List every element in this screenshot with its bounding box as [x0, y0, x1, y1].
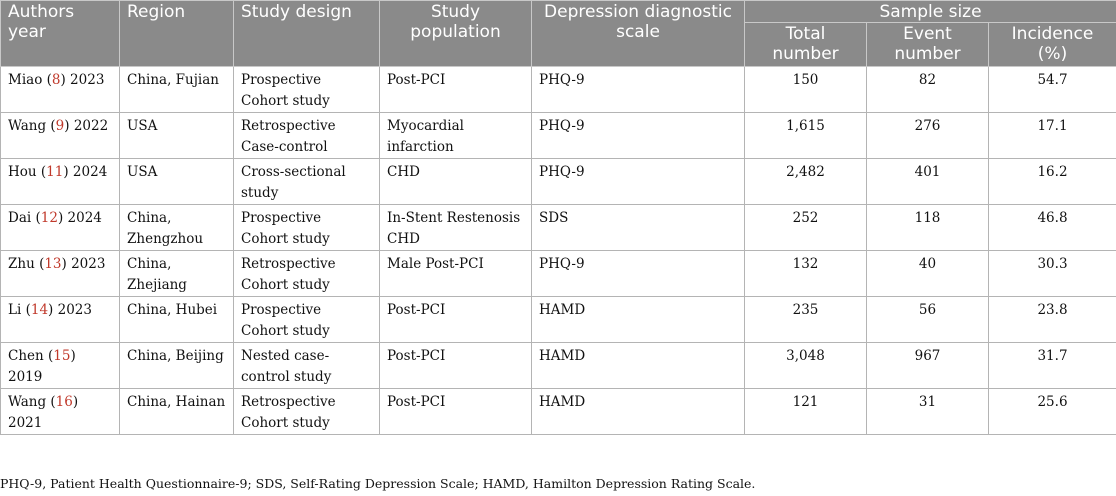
cell-diagnostic-scale: HAMD	[532, 297, 745, 343]
study-year: 2022	[73, 118, 109, 134]
cell-region: China, Zhejiang	[120, 251, 234, 297]
cell-study-design: Retrospective Case-control	[234, 113, 380, 159]
cell-event-number: 56	[867, 297, 989, 343]
cell-author-year: Wang (16) 2021	[1, 389, 120, 435]
cell-diagnostic-scale: PHQ-9	[532, 113, 745, 159]
table-row	[1, 67, 1116, 113]
cell-region: China, Zhengzhou	[120, 205, 234, 251]
cell-study-population: Male Post-PCI	[380, 251, 532, 297]
cell-diagnostic-scale: PHQ-9	[532, 251, 745, 297]
reference-link[interactable]: 16	[55, 394, 73, 410]
table-body	[1, 67, 1116, 435]
col-header-incidence: Incidence (%)	[989, 23, 1116, 67]
reference-link[interactable]: 14	[30, 302, 49, 318]
author-name: Wang	[8, 118, 47, 134]
cell-study-population: Post-PCI	[380, 343, 532, 389]
cell-incidence: 46.8	[989, 205, 1116, 251]
reference-link[interactable]: 15	[53, 348, 71, 364]
cell-event-number: 31	[867, 389, 989, 435]
cell-total-number: 252	[745, 205, 867, 251]
table-row	[1, 389, 1116, 435]
cell-event-number: 118	[867, 205, 989, 251]
study-year: 2024	[67, 210, 102, 226]
cell-incidence: 25.6	[989, 389, 1116, 435]
cell-total-number: 132	[745, 251, 867, 297]
cell-study-design: Prospective Cohort study	[234, 67, 380, 113]
cell-event-number: 276	[867, 113, 989, 159]
table-row	[1, 205, 1116, 251]
reference-link[interactable]: 11	[46, 164, 64, 180]
cell-event-number: 82	[867, 67, 989, 113]
cell-study-design: Retrospective Cohort study	[234, 389, 380, 435]
cell-region: USA	[120, 159, 234, 205]
cell-author-year: Li (14) 2023	[1, 297, 120, 343]
table-row	[1, 343, 1116, 389]
col-header-event-number: Event number	[867, 23, 989, 67]
cell-diagnostic-scale: PHQ-9	[532, 67, 745, 113]
table-footnote: PHQ-9, Patient Health Questionnaire-9; SDS, Self-Rating Depression Scale; HAMD, Hamilton Depression Rating Scale.	[0, 476, 756, 491]
cell-study-population: Post-PCI	[380, 67, 532, 113]
author-name: Chen	[8, 348, 44, 364]
cell-study-population: Post-PCI	[380, 297, 532, 343]
cell-author-year: Chen (15) 2019	[1, 343, 120, 389]
cell-diagnostic-scale: PHQ-9	[532, 159, 745, 205]
col-header-study-design: Study design	[234, 1, 380, 67]
author-name: Dai	[8, 210, 32, 226]
reference-link[interactable]: 13	[44, 256, 62, 272]
col-header-authors-year: Authors year	[1, 1, 120, 67]
reference-link[interactable]: 12	[40, 210, 58, 226]
author-name: Zhu	[8, 256, 35, 272]
cell-total-number: 2,482	[745, 159, 867, 205]
study-year: 2019	[8, 369, 43, 385]
cell-study-design: Cross-sectional study	[234, 159, 380, 205]
col-header-diagnostic-scale: Depression diagnostic scale	[532, 1, 745, 67]
cell-region: China, Hainan	[120, 389, 234, 435]
cell-region: China, Hubei	[120, 297, 234, 343]
author-name: Miao	[8, 72, 43, 88]
cell-diagnostic-scale: HAMD	[532, 389, 745, 435]
study-year: 2021	[8, 415, 43, 431]
cell-diagnostic-scale: HAMD	[532, 343, 745, 389]
cell-author-year: Hou (11) 2024	[1, 159, 120, 205]
study-year: 2023	[57, 302, 92, 318]
cell-region: USA	[120, 113, 234, 159]
cell-study-design: Prospective Cohort study	[234, 297, 380, 343]
cell-study-population: Post-PCI	[380, 389, 532, 435]
cell-incidence: 30.3	[989, 251, 1116, 297]
cell-region: China, Beijing	[120, 343, 234, 389]
cell-study-population: In-Stent Restenosis CHD	[380, 205, 532, 251]
cell-study-population: Myocardial infarction	[380, 113, 532, 159]
cell-total-number: 150	[745, 67, 867, 113]
cell-incidence: 31.7	[989, 343, 1116, 389]
cell-event-number: 40	[867, 251, 989, 297]
author-name: Li	[8, 302, 22, 318]
cell-study-design: Nested case-control study	[234, 343, 380, 389]
reference-link[interactable]: 9	[55, 118, 65, 134]
reference-link[interactable]: 8	[51, 72, 61, 88]
cell-diagnostic-scale: SDS	[532, 205, 745, 251]
col-header-study-population: Study population	[380, 1, 532, 67]
study-year: 2024	[72, 164, 108, 180]
cell-author-year: Zhu (13) 2023	[1, 251, 120, 297]
cell-total-number: 121	[745, 389, 867, 435]
table-row	[1, 113, 1116, 159]
cell-study-design: Retrospective Cohort study	[234, 251, 380, 297]
author-name: Wang	[8, 394, 47, 410]
cell-event-number: 401	[867, 159, 989, 205]
col-header-region: Region	[120, 1, 234, 67]
cell-incidence: 23.8	[989, 297, 1116, 343]
cell-total-number: 3,048	[745, 343, 867, 389]
cell-author-year: Wang (9) 2022	[1, 113, 120, 159]
col-header-total-number: Total number	[745, 23, 867, 67]
study-year: 2023	[70, 72, 105, 88]
cell-incidence: 16.2	[989, 159, 1116, 205]
cell-total-number: 235	[745, 297, 867, 343]
table-row	[1, 159, 1116, 205]
study-year: 2023	[71, 256, 106, 272]
cell-region: China, Fujian	[120, 67, 234, 113]
cell-study-population: CHD	[380, 159, 532, 205]
table-row	[1, 251, 1116, 297]
cell-total-number: 1,615	[745, 113, 867, 159]
author-name: Hou	[8, 164, 37, 180]
table-row	[1, 297, 1116, 343]
cell-author-year: Miao (8) 2023	[1, 67, 120, 113]
col-header-sample-size: Sample size	[745, 1, 1116, 23]
cell-author-year: Dai (12) 2024	[1, 205, 120, 251]
cell-study-design: Prospective Cohort study	[234, 205, 380, 251]
cell-event-number: 967	[867, 343, 989, 389]
cell-incidence: 17.1	[989, 113, 1116, 159]
cell-incidence: 54.7	[989, 67, 1116, 113]
